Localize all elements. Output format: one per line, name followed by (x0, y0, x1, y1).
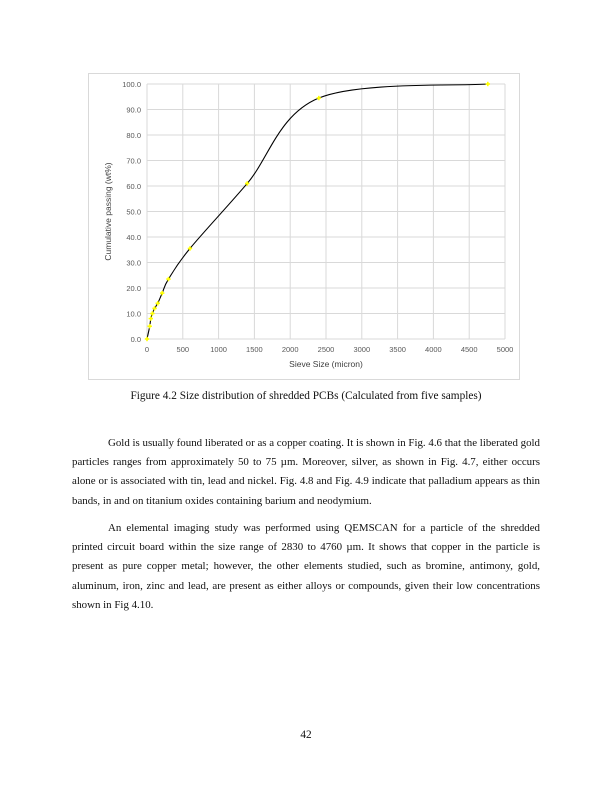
paragraph-1-text: Gold is usually found liberated or as a copper coating. It is shown in Fig. 4.6 that the liberated gold particles ranges from approximately 50 to 75 µm. Moreover, silver, as shown in Fig. 4.7, either occurs alone or is associated with tin, lead and nickel. Fig. 4.8 and Fig. 4.9 indicate that palladium appears as thin bands, in and on titanium oxides containing barium and neodymium. (72, 437, 540, 507)
page-number: 42 (300, 729, 312, 741)
y-tick-label: 10.0 (126, 309, 141, 319)
x-tick-label: 500 (176, 345, 190, 354)
y-tick-labels (122, 80, 141, 344)
y-tick-label: 50.0 (126, 207, 141, 217)
y-tick-label: 30.0 (126, 258, 141, 268)
y-tick-label: 40.0 (126, 233, 141, 242)
chart-frame (88, 73, 520, 380)
y-axis-label: Cumulative passing (wt%) (103, 162, 113, 261)
x-tick-labels (145, 345, 513, 354)
data-point (149, 316, 153, 320)
data-point (156, 301, 160, 305)
y-tick-label: 0.0 (130, 335, 141, 344)
x-tick-label: 4000 (425, 345, 442, 354)
figure-caption: Figure 4.2 Size distribution of shredded PCBs (Calculated from five samples) (130, 390, 482, 402)
x-tick-label: 1500 (246, 345, 263, 354)
x-tick-label: 1000 (210, 345, 227, 354)
x-tick-label: 0 (144, 345, 150, 354)
x-axis-label: Sieve Size (micron) (289, 359, 363, 369)
y-tick-label: 100.0 (122, 80, 141, 89)
data-point (317, 96, 321, 100)
grid-layer (147, 84, 505, 339)
data-point (145, 337, 149, 341)
y-tick-label: 80.0 (126, 131, 141, 140)
data-point (486, 82, 490, 86)
x-tick-label: 3500 (389, 345, 406, 354)
paragraph-2 (72, 519, 540, 615)
y-tick-label: 60.0 (126, 182, 141, 191)
x-tick-label: 2500 (317, 345, 335, 354)
y-tick-label: 70.0 (126, 156, 141, 166)
y-tick-label: 90.0 (126, 105, 141, 115)
x-tick-label: 4500 (460, 345, 478, 354)
x-tick-label: 3000 (353, 345, 371, 354)
paragraph-2-text: An elemental imaging study was performed using QEMSCAN for a particle of the shredded printed circuit board within the size range of 2830 to 4760 µm. It shows that copper in the particle is present as pure copper metal; however, the other elements studied, such as bromine, antimony, gold, aluminum, iron, zinc and lead, are present as either alloys or compounds, given their low concentrations shown in Fig 4.10. (72, 522, 540, 611)
y-tick-label: 20.0 (126, 284, 141, 293)
data-point (160, 291, 164, 295)
size-distribution-chart (89, 74, 521, 381)
paragraph-1 (72, 434, 540, 511)
data-point (148, 324, 152, 328)
x-tick-label: 2000 (281, 345, 299, 354)
data-point (150, 311, 154, 315)
x-tick-label: 5000 (496, 345, 514, 354)
